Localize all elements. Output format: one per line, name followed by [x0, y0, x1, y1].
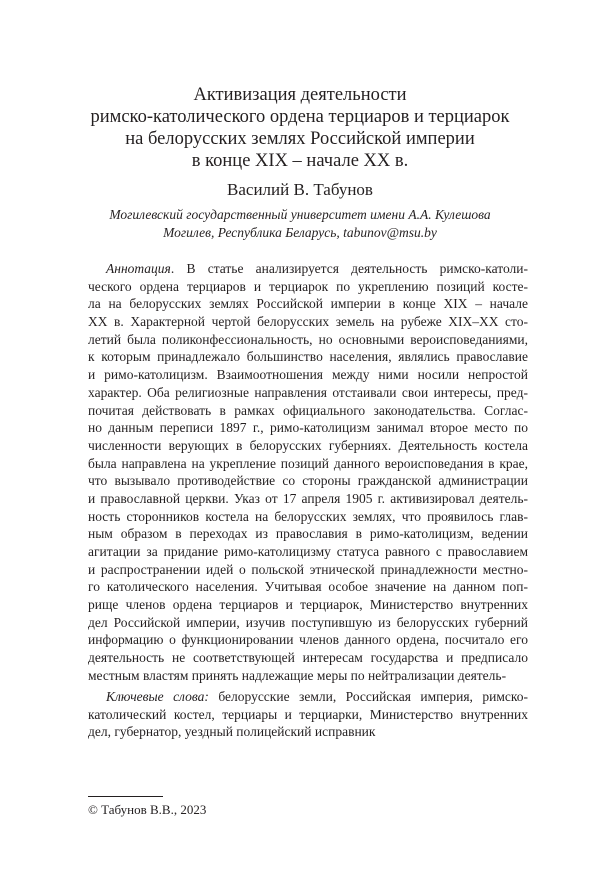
- abstract-line: местным властям принять надлежащие меры по нейтрализации деятель-: [88, 667, 507, 683]
- abstract-line: дел Российской империи, изучив поступившую из белорусских губерний: [88, 614, 528, 630]
- keywords-label: Ключевые слова:: [106, 689, 209, 704]
- affiliation-line: Могилевский государственный университет имени А.А. Кулешова: [109, 207, 491, 222]
- abstract-line: летий была поликонфессиональность, но основными вероисповеданиями,: [88, 331, 528, 347]
- paper-title: [60, 84, 540, 172]
- abstract-line: рище членов ордена терциаров и терциарок, Министерство внутренних: [88, 597, 528, 613]
- abstract-label: Аннотация: [106, 261, 171, 276]
- abstract-line: ла на белорусских землях Российской империи в конце XIX – начале: [88, 296, 528, 312]
- author-affiliation: [60, 206, 540, 241]
- abstract-line: и распространении идей о польской этнической принадлежности местно-: [88, 561, 528, 577]
- title-line: Активизация деятельности: [193, 85, 407, 105]
- abstract-line: го католического населения. Учитывая особое значение на данном поп-: [88, 579, 528, 595]
- abstract-line: агитации за придание римо-католицизму статуса равного с православием: [88, 544, 528, 559]
- keywords-line: дел, губернатор, уездный полицейский исправник: [88, 724, 376, 740]
- keywords-line: [88, 688, 528, 706]
- abstract-line: деятельность не соответствующей интересам государства и предписало: [88, 650, 528, 666]
- title-line: римско-католического ордена терциаров и терциарок: [90, 107, 510, 127]
- abstract-line: информацию о функционировании членов данного ордена, посчитало его: [88, 632, 528, 648]
- abstract-line: но данным переписи 1897 г., римо-католицизм занимал второе место по: [88, 420, 528, 436]
- author-name: Василий В. Табунов: [227, 180, 373, 199]
- footnote-divider: [88, 796, 163, 797]
- abstract-line: численности верующих в белорусских губерниях. Деятельность костела: [88, 437, 528, 453]
- abstract: [88, 260, 528, 685]
- keywords-line: католический костел, терциары и терциарки, Министерство внутренних: [88, 706, 528, 722]
- abstract-line: ческого ордена терциаров и терциарок по укреплению позиций косте-: [88, 278, 528, 294]
- abstract-line: что вызывало противодействие со стороны гражданской администрации: [88, 473, 528, 489]
- abstract-line: была направлена на укрепление позиций данного вероисповедания в крае,: [88, 455, 528, 471]
- title-line: в конце XIX – начале XX в.: [191, 151, 409, 171]
- abstract-line: ность сторонников костела на белорусских землях, что проявилось глав-: [88, 508, 528, 524]
- affiliation-line: Могилев, Республика Беларусь, tabunov@msu.by: [163, 224, 437, 240]
- abstract-line: почитая действовать в рамках официального законодательства. Соглас-: [88, 402, 528, 418]
- abstract-line: к которым принадлежало большинство населения, являлись православие: [88, 349, 528, 365]
- abstract-line: ным образом в переходах из православия в римо-католицизм, ведении: [88, 526, 528, 542]
- abstract-line: и православной церкви. Указ от 17 апреля 1905 г. активизировал деятель-: [88, 490, 528, 506]
- copyright-notice: © Табунов В.В., 2023: [88, 802, 207, 817]
- abstract-text: . В статье анализируется деятельность римско-католи-: [170, 261, 528, 276]
- title-line: на белорусских землях Российской империи: [125, 129, 475, 149]
- abstract-line: XX в. Характерной чертой белорусских земель на рубеже XIX–XX сто-: [88, 314, 528, 330]
- abstract-line: и римо-католицизм. Взаимоотношения между ними носили непростой: [88, 367, 528, 383]
- keywords: [88, 688, 528, 741]
- keywords-text: белорусские земли, Российская империя, римско-: [208, 689, 528, 704]
- abstract-line: [88, 260, 528, 278]
- abstract-line: характер. Оба религиозные направления отстаивали свои интересы, пред-: [88, 384, 528, 400]
